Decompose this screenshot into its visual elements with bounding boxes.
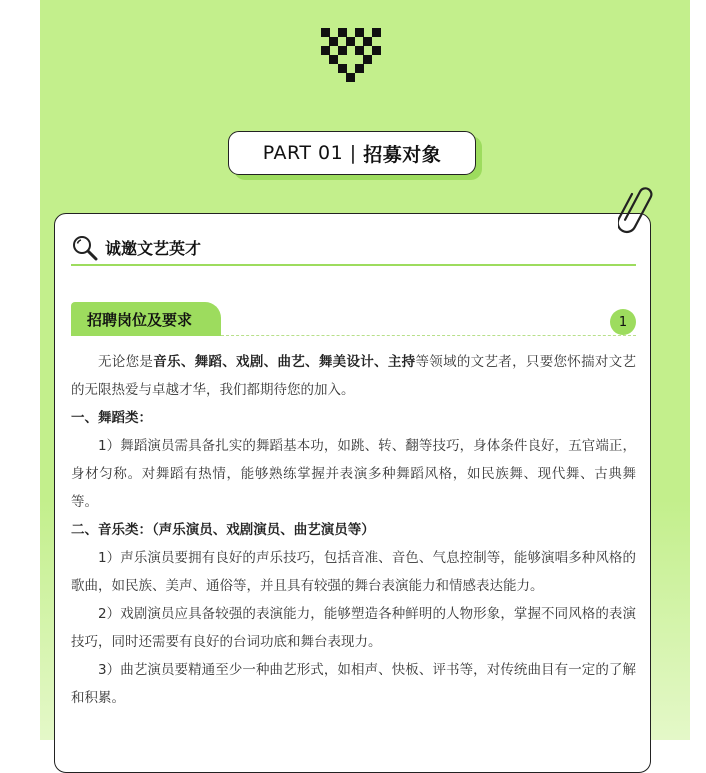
dance-heading: 一、舞蹈类：	[71, 410, 152, 426]
card-header	[71, 234, 636, 266]
part-badge-box	[228, 131, 476, 175]
intro-paragraph: 无论您是音乐、舞蹈、戏剧、曲艺、舞美设计、主持等领域的文艺者，只要您怀揣对文艺的无限热爱与卓越才华，我们都期待您的加入。	[71, 354, 637, 398]
dance-item-1: 1）舞蹈演员需具备扎实的舞蹈基本功，如跳、转、翻等技巧，身体条件良好，五官端正，身材匀称。对舞蹈有热情，能够熟练掌握并表演多种舞蹈风格，如民族舞、现代舞、古典舞等。	[71, 438, 636, 510]
music-item-2: 2）戏剧演员应具备较强的表演能力，能够塑造各种鲜明的人物形象，掌握不同风格的表演技巧，同时还需要有良好的台词功底和舞台表现力。	[71, 606, 636, 650]
section-label: 招聘岗位及要求	[87, 310, 193, 329]
music-heading: 二、音乐类：（声乐演员、戏剧演员、曲艺演员等）	[71, 522, 375, 538]
part-separator: |	[349, 142, 357, 164]
part-title: 招募对象	[363, 143, 442, 166]
part-number: PART 01	[262, 142, 344, 164]
intro-fields: 音乐、舞蹈、戏剧、曲艺、舞美设计、主持	[153, 354, 416, 370]
pixel-heart-icon	[321, 28, 381, 84]
section-number: 1	[618, 314, 628, 330]
section-divider	[221, 335, 636, 336]
paperclip-icon	[618, 180, 656, 236]
search-icon	[71, 234, 99, 262]
section-number-badge	[610, 309, 636, 335]
music-item-3: 3）曲艺演员要精通至少一种曲艺形式，如相声、快板、评书等，对传统曲目有一定的了解和积累。	[71, 662, 636, 706]
card-title: 诚邀文艺英才	[105, 239, 202, 258]
page-background	[40, 0, 690, 740]
section-tab	[71, 302, 221, 336]
part-badge	[228, 131, 476, 175]
body-text	[71, 348, 636, 712]
content-card	[54, 213, 651, 773]
music-item-1: 1）声乐演员要拥有良好的声乐技巧，包括音准、音色、气息控制等，能够演唱多种风格的歌曲，如民族、美声、通俗等，并且具有较强的舞台表演能力和情感表达能力。	[71, 550, 636, 594]
